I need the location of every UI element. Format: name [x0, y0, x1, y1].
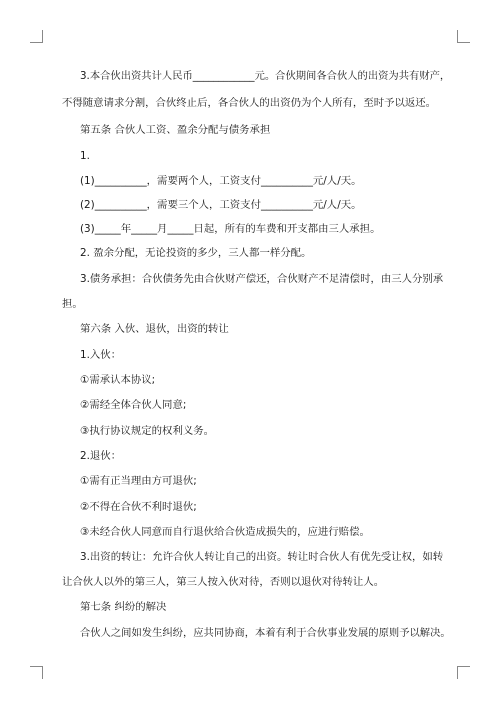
surplus-distribution: 2. 盈余分配，无论投资的多少，三人都一样分配。 — [80, 247, 312, 259]
transfer-clause-line-2: 让合伙人以外的第三人，第三人按入伙对待，否则以退伙对待转让人。 — [62, 576, 385, 588]
wages-item-2: (2)__________，需要三个人，工资支付__________元/人/天。 — [80, 199, 362, 211]
joining-item-1: ①需承认本协议; — [80, 374, 156, 386]
withdrawal-item-2: ②不得在合伙不利时退伙; — [80, 501, 197, 513]
debt-clause-line-2: 担。 — [62, 298, 83, 310]
dispute-resolution-text: 合伙人之间如发生纠纷，应共同协商，本着有利于合伙事业发展的原则予以解决。 — [80, 627, 451, 639]
joining-heading: 1.入伙： — [80, 349, 122, 361]
wages-item-1: (1)__________，需要两个人，工资支付__________元/人/天。 — [80, 175, 362, 187]
joining-item-3: ③执行协议规定的权利义务。 — [80, 425, 215, 437]
withdrawal-heading: 2.退伙： — [80, 450, 122, 462]
capital-clause-line-1: 3.本合伙出资共计人民币____________元。合伙期间各合伙人的出资为共有财产， — [80, 70, 451, 82]
transfer-clause-line-1: 3.出资的转让：允许合伙人转让自己的出资。转让时合伙人有优先受让权，如转 — [80, 551, 444, 563]
article-6-heading: 第六条 入伙、退伙，出资的转让 — [80, 323, 229, 335]
capital-clause-line-2: 不得随意请求分割，合伙终止后，各合伙人的出资仍为个人所有，至时予以返还。 — [62, 97, 437, 109]
joining-item-2: ②需经全体合伙人同意; — [80, 399, 187, 411]
wages-item-number: 1. — [80, 150, 90, 162]
crop-mark-top-right — [457, 30, 470, 43]
wages-item-3: (3)_____年_____月_____日起，所有的车费和开支都由三人承担。 — [80, 223, 381, 235]
withdrawal-item-3: ③未经合伙人同意而自行退伙给合伙造成损失的，应进行赔偿。 — [80, 526, 370, 538]
crop-mark-top-left — [30, 30, 43, 43]
crop-mark-bottom-left — [30, 666, 43, 679]
crop-mark-bottom-right — [457, 666, 470, 679]
debt-clause-line-1: 3.债务承担：合伙债务先由合伙财产偿还，合伙财产不足清偿时，由三人分别承 — [80, 273, 444, 285]
article-5-heading: 第五条 合伙人工资、盈余分配与债务承担 — [80, 124, 271, 136]
withdrawal-item-1: ①需有正当理由方可退伙; — [80, 475, 197, 487]
article-7-heading: 第七条 纠纷的解决 — [80, 601, 167, 613]
